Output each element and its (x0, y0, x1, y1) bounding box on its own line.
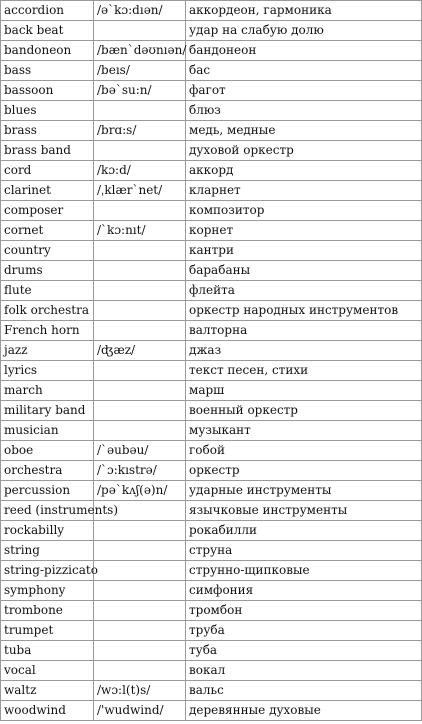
table-row (1, 521, 422, 541)
transcription-cell (94, 561, 186, 581)
russian-translation-cell: бас (186, 61, 422, 81)
russian-translation-cell: туба (186, 641, 422, 661)
vocabulary-table-body (1, 1, 422, 721)
english-term-cell: musician (1, 421, 94, 441)
transcription-cell (94, 21, 186, 41)
russian-translation-cell: аккордеон, гармоника (186, 1, 422, 21)
russian-translation-cell: рокабилли (186, 521, 422, 541)
english-term-cell: folk orchestra (1, 301, 94, 321)
english-term-cell: brass (1, 121, 94, 141)
english-term-cell: lyrics (1, 361, 94, 381)
russian-translation-cell: удар на слабую долю (186, 21, 422, 41)
table-row (1, 81, 422, 101)
russian-translation-cell: струнно-щипковые (186, 561, 422, 581)
english-term-cell: march (1, 381, 94, 401)
russian-translation-cell: труба (186, 621, 422, 641)
english-term-cell: French horn (1, 321, 94, 341)
transcription-cell: /bæn`dəʊnıən/ (94, 41, 186, 61)
english-term-cell: military band (1, 401, 94, 421)
russian-translation-cell: кантри (186, 241, 422, 261)
russian-translation-cell: медь, медные (186, 121, 422, 141)
table-row (1, 541, 422, 561)
english-term-cell: bassoon (1, 81, 94, 101)
transcription-cell: /kɔ:d/ (94, 161, 186, 181)
english-term-cell: percussion (1, 481, 94, 501)
english-term-cell: cornet (1, 221, 94, 241)
english-term-cell: composer (1, 201, 94, 221)
english-term-cell: bandoneon (1, 41, 94, 61)
transcription-cell (94, 401, 186, 421)
table-row (1, 181, 422, 201)
english-term-cell: woodwind (1, 701, 94, 721)
transcription-cell (94, 281, 186, 301)
russian-translation-cell: блюз (186, 101, 422, 121)
english-term-cell: reed (instruments) (1, 501, 94, 521)
transcription-cell (94, 261, 186, 281)
transcription-cell: /pə`kʌʃ(ə)n/ (94, 481, 186, 501)
transcription-cell: /`ɔ:kıstrə/ (94, 461, 186, 481)
table-row (1, 561, 422, 581)
russian-translation-cell: вальс (186, 681, 422, 701)
table-row (1, 141, 422, 161)
transcription-cell (94, 581, 186, 601)
table-row (1, 121, 422, 141)
english-term-cell: symphony (1, 581, 94, 601)
russian-translation-cell: композитор (186, 201, 422, 221)
russian-translation-cell: корнет (186, 221, 422, 241)
transcription-cell (94, 421, 186, 441)
russian-translation-cell: военный оркестр (186, 401, 422, 421)
english-term-cell: string-pizzicato (1, 561, 94, 581)
table-row (1, 281, 422, 301)
transcription-cell (94, 241, 186, 261)
table-row (1, 201, 422, 221)
transcription-cell: /wɔ:l(t)s/ (94, 681, 186, 701)
russian-translation-cell: барабаны (186, 261, 422, 281)
english-term-cell: flute (1, 281, 94, 301)
transcription-cell (94, 641, 186, 661)
table-row (1, 661, 422, 681)
transcription-cell (94, 201, 186, 221)
transcription-cell: /'wudwind/ (94, 701, 186, 721)
russian-translation-cell: оркестр (186, 461, 422, 481)
russian-translation-cell: фагот (186, 81, 422, 101)
russian-translation-cell: струна (186, 541, 422, 561)
russian-translation-cell: флейта (186, 281, 422, 301)
table-row (1, 301, 422, 321)
english-term-cell: trumpet (1, 621, 94, 641)
table-row (1, 41, 422, 61)
transcription-cell (94, 101, 186, 121)
russian-translation-cell: ударные инструменты (186, 481, 422, 501)
transcription-cell (94, 321, 186, 341)
english-term-cell: tuba (1, 641, 94, 661)
english-term-cell: blues (1, 101, 94, 121)
russian-translation-cell: текст песен, стихи (186, 361, 422, 381)
table-row (1, 321, 422, 341)
english-term-cell: bass (1, 61, 94, 81)
russian-translation-cell: тромбон (186, 601, 422, 621)
english-term-cell: rockabilly (1, 521, 94, 541)
table-row (1, 641, 422, 661)
transcription-cell (94, 621, 186, 641)
russian-translation-cell: аккорд (186, 161, 422, 181)
english-term-cell: jazz (1, 341, 94, 361)
transcription-cell (94, 601, 186, 621)
english-term-cell: accordion (1, 1, 94, 21)
russian-translation-cell: духовой оркестр (186, 141, 422, 161)
russian-translation-cell: деревянные духовые (186, 701, 422, 721)
russian-translation-cell: валторна (186, 321, 422, 341)
table-row (1, 401, 422, 421)
table-row (1, 681, 422, 701)
transcription-cell: /ˌklær`net/ (94, 181, 186, 201)
transcription-cell: /brɑ:s/ (94, 121, 186, 141)
transcription-cell: /`əubəu/ (94, 441, 186, 461)
table-row (1, 601, 422, 621)
transcription-cell (94, 541, 186, 561)
table-row (1, 221, 422, 241)
transcription-cell: /ə`kɔ:dıən/ (94, 1, 186, 21)
table-row (1, 621, 422, 641)
table-row (1, 461, 422, 481)
english-term-cell: country (1, 241, 94, 261)
russian-translation-cell: язычковые инструменты (186, 501, 422, 521)
table-row (1, 381, 422, 401)
russian-translation-cell: бандонеон (186, 41, 422, 61)
transcription-cell (94, 661, 186, 681)
table-row (1, 421, 422, 441)
transcription-cell: /`kɔ:nıt/ (94, 221, 186, 241)
russian-translation-cell: джаз (186, 341, 422, 361)
english-term-cell: string (1, 541, 94, 561)
english-term-cell: cord (1, 161, 94, 181)
transcription-cell: /ʤæz/ (94, 341, 186, 361)
table-row (1, 341, 422, 361)
russian-translation-cell: марш (186, 381, 422, 401)
russian-translation-cell: кларнет (186, 181, 422, 201)
table-row (1, 241, 422, 261)
english-term-cell: vocal (1, 661, 94, 681)
table-row (1, 701, 422, 721)
table-row (1, 441, 422, 461)
english-term-cell: waltz (1, 681, 94, 701)
transcription-cell (94, 361, 186, 381)
table-row (1, 261, 422, 281)
english-term-cell: brass band (1, 141, 94, 161)
english-term-cell: oboe (1, 441, 94, 461)
table-row (1, 501, 422, 521)
russian-translation-cell: вокал (186, 661, 422, 681)
table-row (1, 161, 422, 181)
table-row (1, 101, 422, 121)
russian-translation-cell: симфония (186, 581, 422, 601)
table-row (1, 361, 422, 381)
russian-translation-cell: оркестр народных инструментов (186, 301, 422, 321)
transcription-cell: /beıs/ (94, 61, 186, 81)
english-term-cell: orchestra (1, 461, 94, 481)
transcription-cell (94, 301, 186, 321)
russian-translation-cell: гобой (186, 441, 422, 461)
english-term-cell: back beat (1, 21, 94, 41)
transcription-cell (94, 141, 186, 161)
russian-translation-cell: музыкант (186, 421, 422, 441)
transcription-cell (94, 521, 186, 541)
english-term-cell: trombone (1, 601, 94, 621)
table-row (1, 61, 422, 81)
transcription-cell (94, 381, 186, 401)
english-term-cell: clarinet (1, 181, 94, 201)
transcription-cell: /bə`su:n/ (94, 81, 186, 101)
table-row (1, 581, 422, 601)
table-row (1, 481, 422, 501)
table-row (1, 1, 422, 21)
english-term-cell: drums (1, 261, 94, 281)
table-row (1, 21, 422, 41)
